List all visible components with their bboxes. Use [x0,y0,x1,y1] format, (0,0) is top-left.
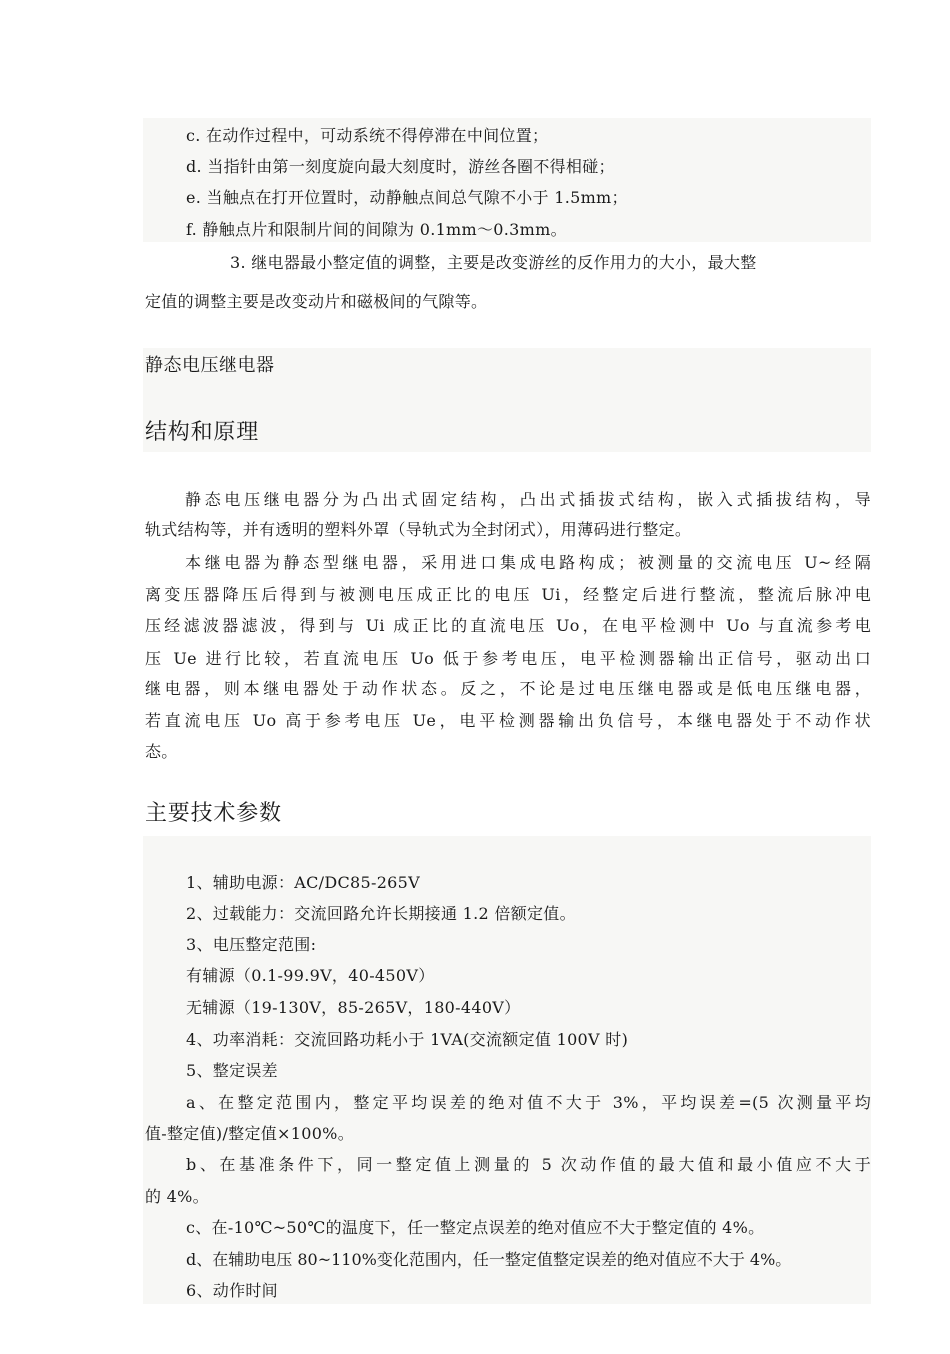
list-item-d: d. 当指针由第一刻度旋向最大刻度时，游丝各圈不得相碰； [186,157,615,176]
param-overload: 2、过载能力：交流回路允许长期接通 1.2 倍额定值。 [186,904,576,923]
list-item-f: f. 静触点片和限制片间的间隙为 0.1mm～0.3mm。 [186,220,567,239]
param-voltage-range: 3、电压整定范围: [186,935,317,954]
structure-para2-line3: 压经滤波器滤波，得到与 Ui 成正比的直流电压 Uo，在电平检测中 Uo 与直流参考电 [145,616,871,635]
param-aux-power: 1、辅助电源：AC/DC85-265V [186,873,420,892]
structure-para2-line6: 若直流电压 Uo 高于参考电压 Ue，电平检测器输出负信号，本继电器处于不动作状 [145,711,871,730]
param-error-c: c、在-10℃~50℃的温度下，任一整定点误差的绝对值应不大于整定值的 4%。 [186,1218,765,1237]
param-error-a-line1: a、在整定范围内，整定平均误差的绝对值不大于 3%，平均误差=(5 次测量平均 [186,1093,871,1112]
param-error-d: d、在辅助电压 80~110%变化范围内，任一整定值整定误差的绝对值应不大于 4%。 [186,1250,792,1269]
param-error-b-line2: 的 4%。 [145,1187,209,1206]
heading-structure-principle: 结构和原理 [145,420,260,445]
structure-para2-line5: 继电器，则本继电器处于动作状态。反之，不论是过电压继电器或是低电压继电器， [145,679,871,698]
param-error-b-line1: b、在基准条件下，同一整定值上测量的 5 次动作值的最大值和最小值应不大于 [186,1155,871,1174]
param-power-consumption: 4、功率消耗：交流回路功耗小于 1VA(交流额定值 100V 时) [186,1030,629,1049]
structure-para2-line7: 态。 [145,742,178,761]
param-operate-time: 6、动作时间 [186,1281,278,1300]
list-item-e: e. 当触点在打开位置时，动静触点间总气隙不小于 1.5mm； [186,188,628,207]
structure-para2-line1: 本继电器为静态型继电器，采用进口集成电路构成；被测量的交流电压 U~经隔 [185,553,871,572]
structure-para1-line1: 静态电压继电器分为凸出式固定结构，凸出式插拔式结构，嵌入式插拔结构，导 [185,490,871,509]
structure-para2-line2: 离变压器降压后得到与被测电压成正比的电压 Ui，经整定后进行整流，整流后脉冲电 [145,585,871,604]
param-error-a-line2: 值-整定值)/整定值×100%。 [145,1124,354,1143]
heading-static-voltage-relay: 静态电压继电器 [145,355,275,376]
heading-main-technical-params: 主要技术参数 [145,801,282,826]
list-item-c: c. 在动作过程中，可动系统不得停滞在中间位置； [186,126,549,145]
structure-para2-line4: 压 Ue 进行比较，若直流电压 Uo 低于参考电压，电平检测器输出正信号，驱动出口 [145,649,871,668]
param-range-without-aux: 无辅源（19-130V，85-265V，180-440V） [186,998,521,1017]
param-setting-error: 5、整定误差 [186,1061,278,1080]
paragraph-item3-line2: 定值的调整主要是改变动片和磁极间的气隙等。 [145,292,488,311]
structure-para1-line2: 轨式结构等，并有透明的塑料外罩（导轨式为全封闭式），用薄码进行整定。 [145,520,692,539]
paragraph-item3-line1: 3. 继电器最小整定值的调整，主要是改变游丝的反作用力的大小，最大整 [230,253,757,272]
param-range-with-aux: 有辅源（0.1-99.9V，40-450V） [186,966,435,985]
